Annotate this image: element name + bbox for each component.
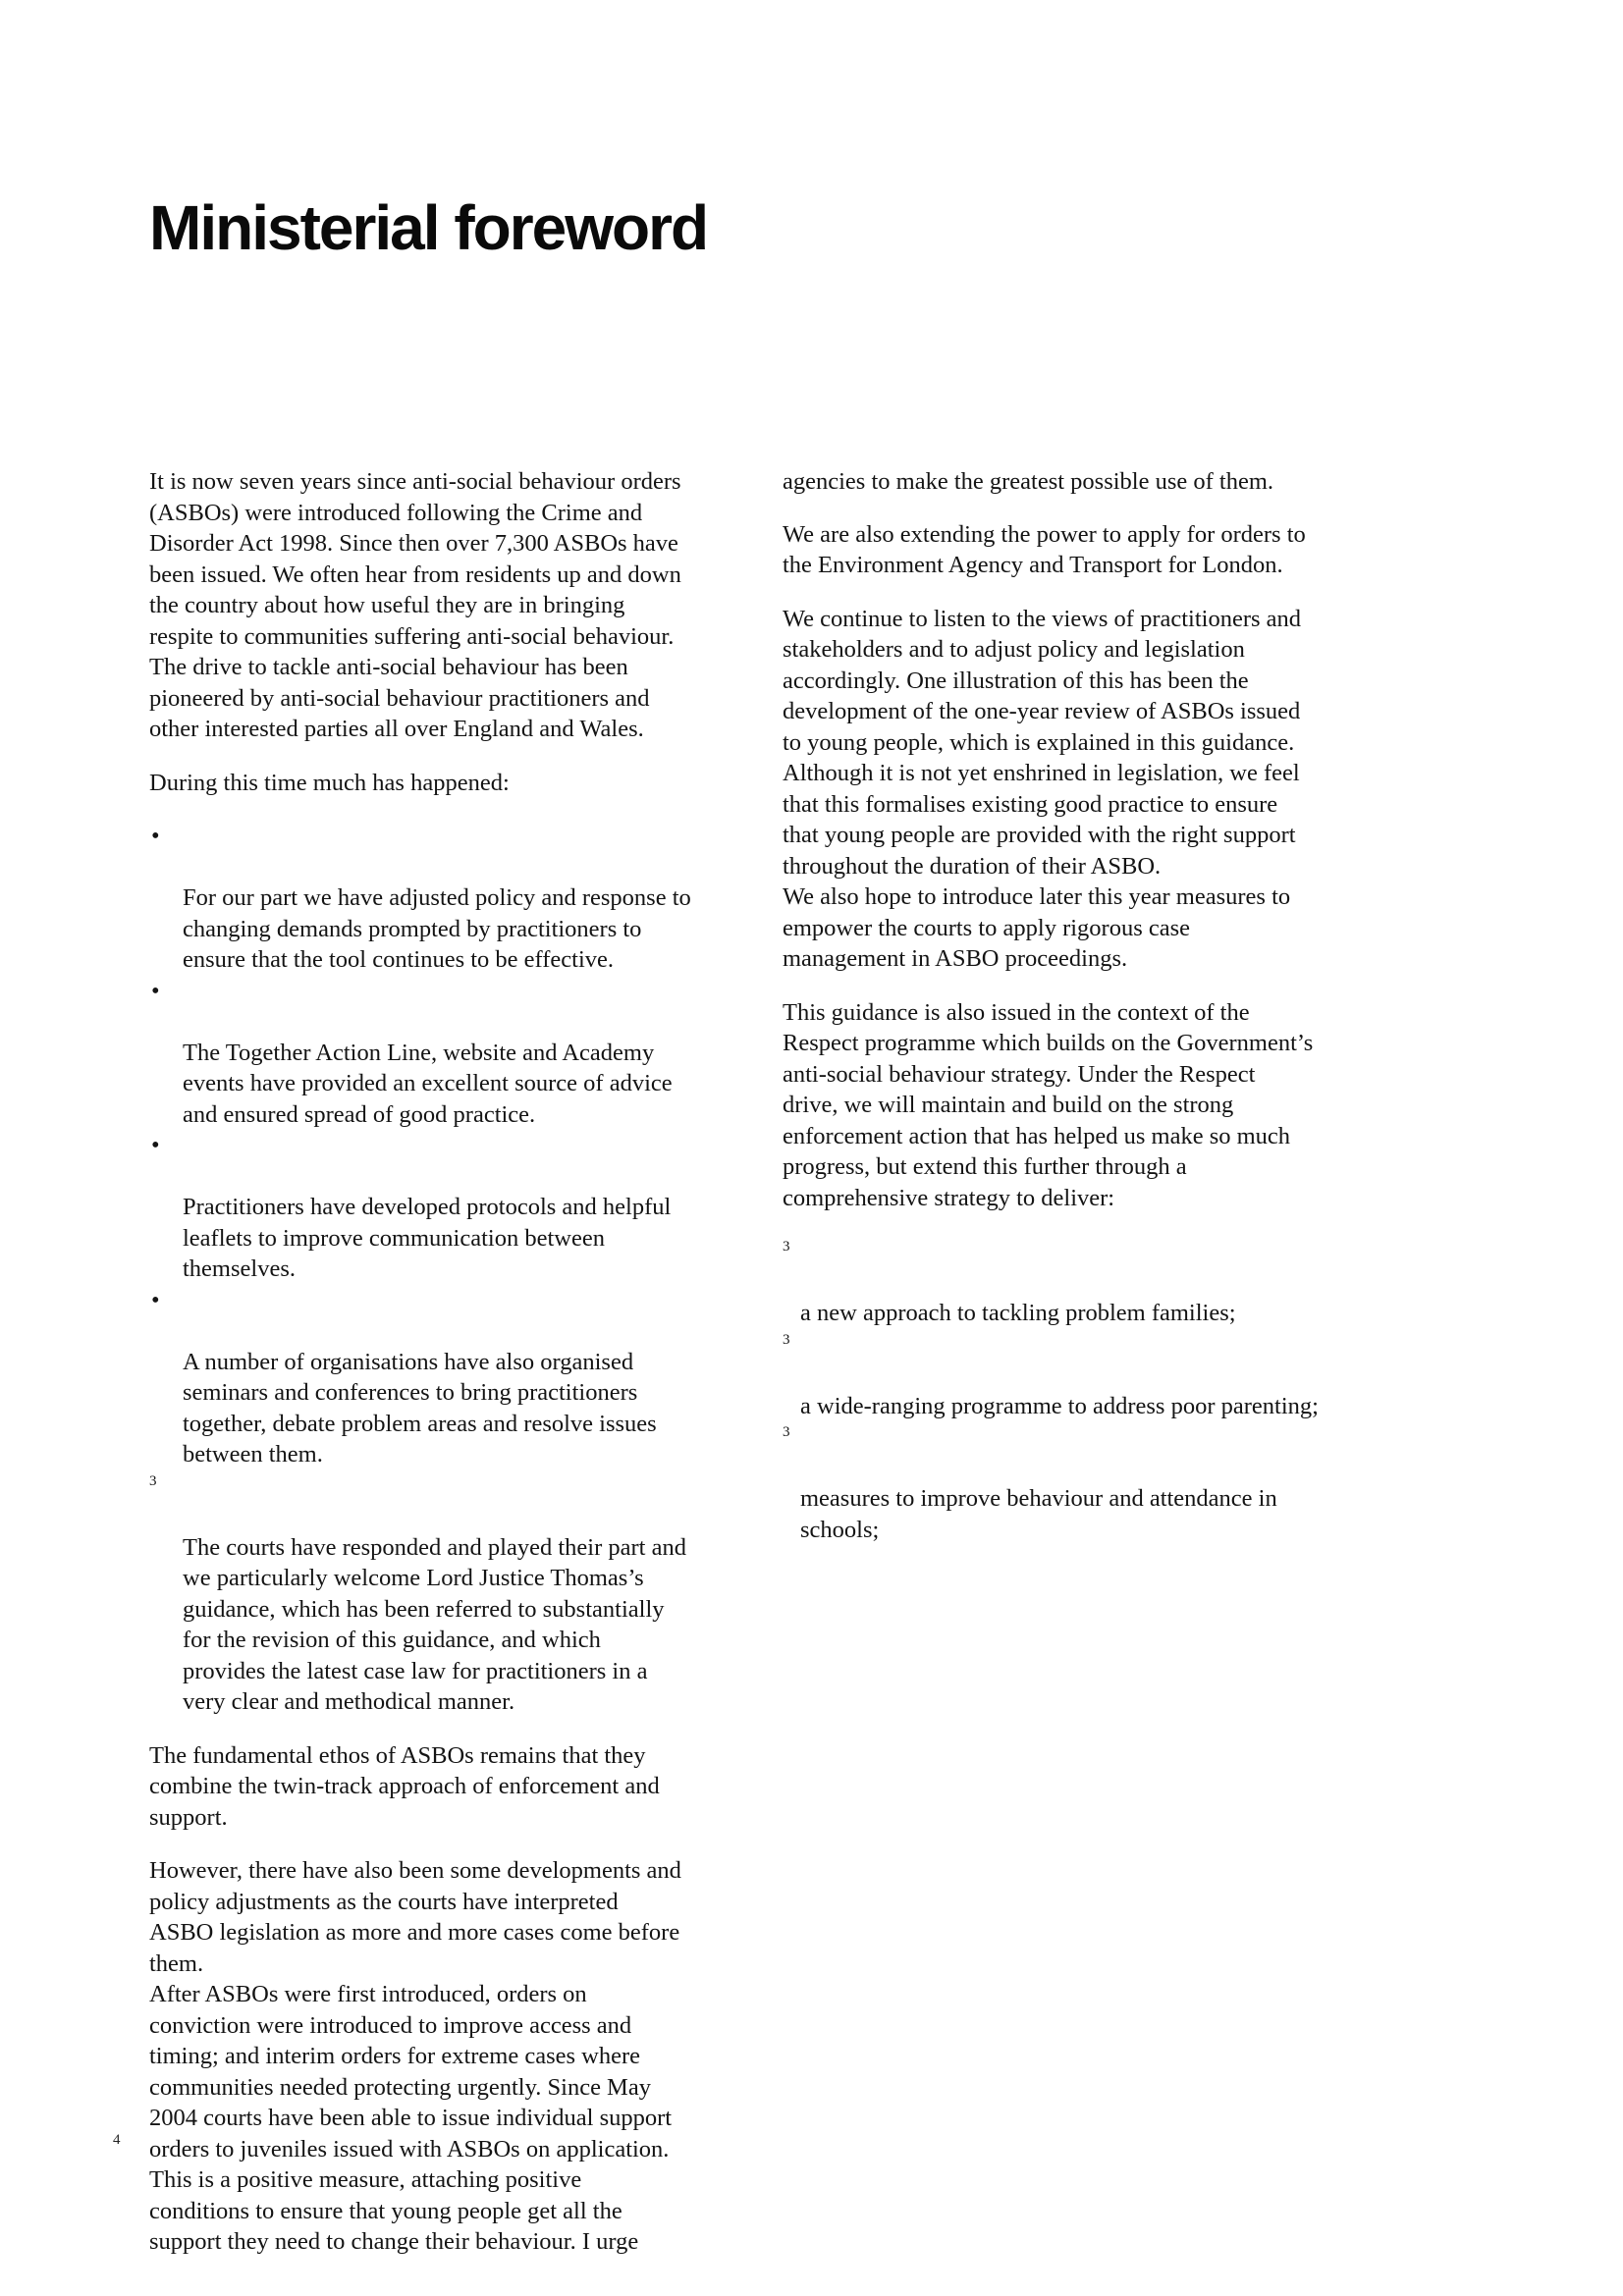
however-paragraph: However, there have also been some developments and policy adjustments as the courts have interpreted ASBO legislation as more and more cases come before them. <box>149 1857 681 1977</box>
superscript-marker: 3 <box>783 1331 790 1348</box>
list-item-text: For our part we have adjusted policy and response to changing demands prompted by practitioners to ensure that the tool continues to be effective. <box>183 884 691 973</box>
during-paragraph: During this time much has happened: <box>149 769 510 796</box>
list-item-text: Practitioners have developed protocols and helpful leaflets to improve communication between themselves. <box>183 1194 672 1282</box>
list-item-text: measures to improve behaviour and attendance in schools; <box>800 1485 1277 1543</box>
continuation-paragraph: agencies to make the greatest possible use of them. <box>783 468 1274 495</box>
respect-paragraph: This guidance is also issued in the context of the Respect programme which builds on the Government’s anti-social behaviour strategy. Under the Respect drive, we will maintain and build on the strong enforcement action that has helped us make so much progress, but extend this further through a comprehensive strategy to deliver: <box>783 998 1314 1211</box>
list-item-text: The courts have responded and played their part and we particularly welcome Lord Justice Thomas’s guidance, which has been referred to substantially for the revision of this guidance, and which provides the latest case law for practitioners in a very clear and methodical manner. <box>183 1533 686 1715</box>
listen-paragraph: We continue to listen to the views of practitioners and stakeholders and to adjust policy and legislation accordingly. One illustration of this has been the development of the one-year review of ASBOs issued to young people, which is explained in this guidance. Although it is not yet enshrined in legislation, we feel that this formalises existing good practice to ensure that young people are provided with the right support throughout the duration of their ASBO. <box>783 605 1302 880</box>
bullet-marker: • <box>151 1132 160 1158</box>
developments-list <box>149 821 738 1718</box>
bullet-marker: • <box>151 977 160 1004</box>
extending-paragraph: We are also extending the power to apply for orders to the Environment Agency and Transport for London. <box>783 520 1306 578</box>
after-paragraph: After ASBOs were first introduced, orders on conviction were introduced to improve access and timing; and interim orders for extreme cases where communities needed protecting urgently. Since May 2004 courts have been able to issue individual support orders to juveniles issued with ASBOs on application. This is a positive measure, attaching positive conditions to ensure that young people get all the support they need to change their behaviour. I urge <box>149 1981 673 2255</box>
list-item <box>783 1236 1391 1329</box>
list-item <box>149 1470 738 1718</box>
list-item <box>783 1329 1391 1422</box>
list-item <box>149 1130 738 1285</box>
list-item <box>149 976 738 1131</box>
intro-paragraph: It is now seven years since anti-social behaviour orders (ASBOs) were introduced following the Crime and Disorder Act 1998. Since then over 7,300 ASBOs have been issued. We often hear from residents up and down the country about how useful they are in bringing respite to communities suffering anti-social behaviour. The drive to tackle anti-social behaviour has been pioneered by anti-social behaviour practitioners and other interested parties all over England and Wales. <box>149 468 681 742</box>
list-item <box>783 1421 1391 1545</box>
superscript-marker: 3 <box>149 1472 157 1489</box>
list-item-text: The Together Action Line, website and Academy events have provided an excellent source of advice and ensured spread of good practice. <box>183 1039 673 1128</box>
superscript-marker: 3 <box>783 1239 790 1255</box>
left-column <box>149 466 738 2280</box>
list-item-text: a wide-ranging programme to address poor parenting; <box>800 1392 1319 1419</box>
list-item <box>149 821 738 976</box>
right-column <box>783 466 1391 1568</box>
superscript-marker: 3 <box>783 1424 790 1440</box>
bullet-marker: • <box>151 823 160 849</box>
page-number: 4 <box>113 2132 121 2148</box>
list-item-text: A number of organisations have also organised seminars and conferences to bring practitioners together, debate problem areas and resolve issues between them. <box>183 1348 657 1468</box>
hope-paragraph: We also hope to introduce later this year measures to empower the courts to apply rigorous case management in ASBO proceedings. <box>783 883 1291 972</box>
list-item <box>149 1285 738 1470</box>
list-item-text: a new approach to tackling problem families; <box>800 1300 1236 1326</box>
page-title: Ministerial foreword <box>149 192 708 263</box>
ethos-paragraph: The fundamental ethos of ASBOs remains that they combine the twin-track approach of enforcement and support. <box>149 1741 660 1831</box>
strategy-list <box>783 1236 1391 1545</box>
bullet-marker: • <box>151 1286 160 1313</box>
